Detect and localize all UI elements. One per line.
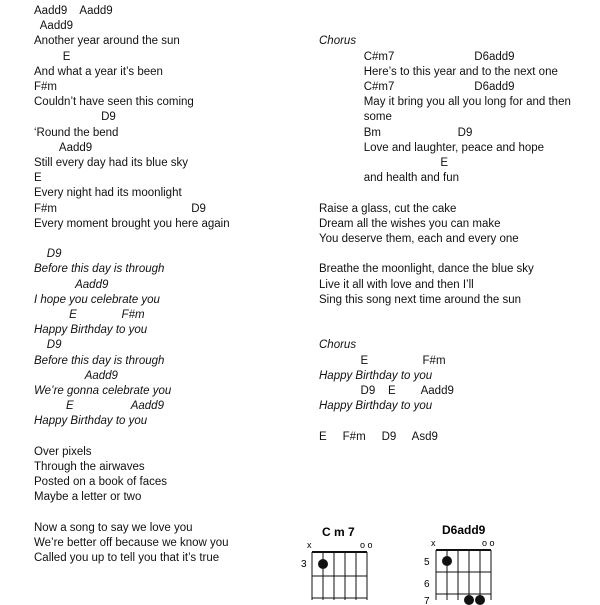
finger-dot — [475, 595, 485, 605]
right-lyric-line: Live it all with love and then I’ll — [319, 278, 474, 291]
left-lyric-line: E — [34, 172, 42, 185]
left-lyric-line: Aadd9 — [34, 278, 109, 291]
fret-number: 7 — [424, 596, 430, 605]
left-lyric-line: D9 — [34, 339, 62, 352]
left-lyric-line: Before this day is through — [34, 263, 165, 276]
fret-number: 6 — [424, 579, 430, 590]
muted-string-marker: x — [307, 540, 312, 550]
right-lyric-line: C#m7 D6add9 — [319, 81, 515, 93]
left-lyric-line: E F#m — [34, 309, 145, 321]
left-lyric-line: Posted on a book of faces — [34, 476, 167, 489]
finger-dot — [318, 559, 328, 569]
left-lyric-line: Now a song to say we love you — [34, 521, 193, 534]
right-lyric-line: Here’s to this year and to the next one — [319, 65, 558, 78]
left-lyric-line: We’re gonna celebrate you — [34, 385, 172, 397]
right-lyric-line: Happy Birthday to you — [319, 400, 433, 413]
left-lyric-line: Every moment brought you here again — [34, 217, 230, 230]
chord-diagram-csharpm7 — [298, 524, 398, 600]
left-lyric-line: We’re better off because we know you — [34, 537, 229, 549]
right-lyric-line: You deserve them, each and every one — [319, 233, 519, 245]
left-lyric-line: Through the airwaves — [34, 461, 145, 473]
left-lyric-line: Another year around the sun — [34, 35, 180, 48]
left-lyric-line: F#m D9 — [34, 202, 206, 215]
chord-diagram-d6add9 — [420, 520, 520, 605]
open-string-markers: o o — [360, 540, 373, 550]
open-string-markers: o o — [482, 538, 495, 548]
finger-dot — [464, 595, 474, 605]
right-lyric-line: C#m7 D6add9 — [319, 50, 515, 63]
fret-number: 5 — [424, 557, 430, 568]
chord-diagram-title: C m 7 — [322, 525, 355, 539]
right-lyric-line: and health and fun — [319, 172, 460, 185]
right-lyric-line: E — [319, 157, 449, 169]
finger-dot — [442, 556, 452, 566]
right-lyric-line: Bm D9 — [319, 126, 473, 139]
left-lyric-line: Called you up to tell you that it’s true — [34, 552, 220, 565]
left-lyric-line: D9 — [34, 111, 116, 124]
left-lyric-line: Every night had its moonlight — [34, 187, 182, 200]
left-lyric-line: Happy Birthday to you — [34, 324, 148, 337]
left-lyric-line: Aadd9 Aadd9 — [34, 5, 113, 17]
left-lyric-line: ‘Round the bend — [34, 126, 119, 139]
right-lyric-line: Sing this song next time around the sun — [319, 293, 522, 306]
right-lyric-line: Chorus — [319, 339, 357, 352]
left-lyric-line: E — [34, 50, 71, 63]
left-lyric-line: Before this day is through — [34, 354, 165, 367]
right-lyric-line: Chorus — [319, 35, 357, 48]
left-lyric-line: E Aadd9 — [34, 400, 164, 413]
fret-number: 3 — [301, 559, 307, 570]
chord-diagram-title: D6add9 — [442, 523, 486, 537]
left-lyric-line: F#m — [34, 81, 57, 93]
right-lyric-line: E F#m D9 Asd9 — [319, 430, 438, 443]
left-lyric-line: Maybe a letter or two — [34, 491, 142, 504]
right-lyric-line: Happy Birthday to you — [319, 369, 433, 382]
muted-string-marker: x — [431, 538, 436, 548]
left-lyric-line: Aadd9 — [34, 369, 118, 382]
left-lyric-line: Happy Birthday to you — [34, 415, 148, 428]
left-lyric-line: D9 — [34, 248, 62, 261]
right-lyric-line: May it bring you all you long for and then — [319, 96, 571, 109]
left-lyric-line: I hope you celebrate you — [34, 293, 160, 306]
right-lyric-line: some — [319, 111, 392, 124]
right-lyric-line: D9 E Aadd9 — [319, 385, 454, 397]
left-lyric-line: Couldn’t have seen this coming — [34, 96, 194, 109]
left-lyric-line: Aadd9 — [34, 141, 93, 154]
left-lyric-line: And what a year it’s been — [34, 65, 163, 78]
left-lyric-line: Still every day had its blue sky — [34, 157, 189, 169]
right-lyric-line: Breathe the moonlight, dance the blue sky — [319, 263, 534, 276]
right-lyric-line: Raise a glass, cut the cake — [319, 202, 457, 215]
right-lyric-line: E F#m — [319, 354, 446, 367]
left-lyric-line: Aadd9 — [34, 20, 74, 33]
right-lyric-line: Love and laughter, peace and hope — [319, 141, 545, 154]
right-lyric-line: Dream all the wishes you can make — [319, 217, 501, 230]
left-lyric-line: Over pixels — [34, 445, 92, 458]
